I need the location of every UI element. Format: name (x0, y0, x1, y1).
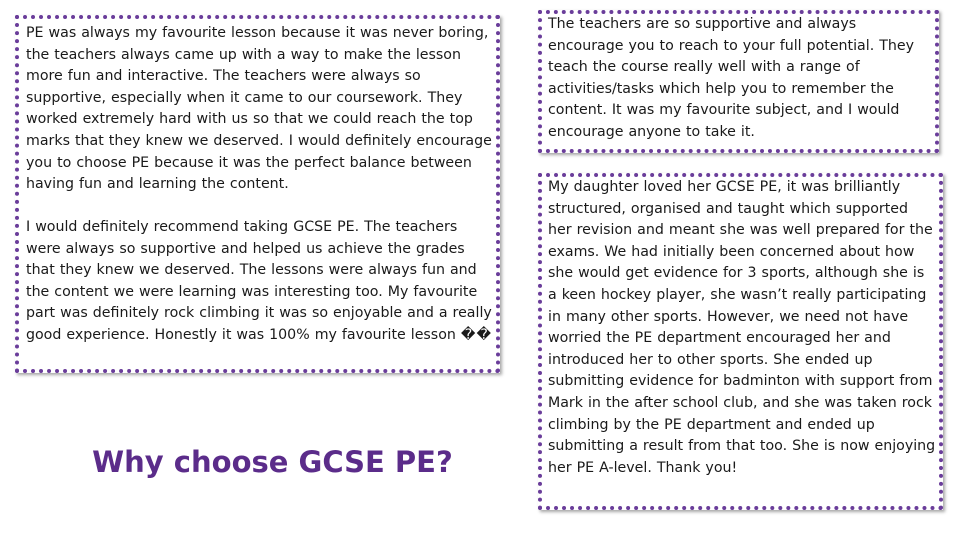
unrendered-emoji-glyphs: �� (460, 326, 492, 343)
page-heading: Why choose GCSE PE? (92, 445, 453, 479)
testimonial-parent: My daughter loved her GCSE PE, it was brilliantly structured, organised and taught which supported her revision and meant she was well prepared for the exams. We had initially been concerned about how she would get evidence for 3 sports, although she is a keen hockey player, she wasn’t really participating in many other sports. However, we need not have worried the PE department encouraged her and introduced her to other sports. She ended up submitting evidence for badminton with support from Mark in the after school club, and she was taken rock climbing by the PE department and ended up submitting a result from that too. She is now enjoying her PE A-level. Thank you! (548, 179, 936, 476)
testimonial-student-3: The teachers are so supportive and always encourage you to reach to your full potential. They teach the course really well with a range of activities/tasks which help you to remember the content. It was my favourite subject, and I would encourage anyone to take it. (548, 16, 914, 140)
testimonial-student-1: PE was always my favourite lesson because it was never boring, the teachers always came up with a way to make the lesson more fun and interactive. The teachers were always so supportive, especially when it came to our coursework. They worked extremely hard with us so that we could reach the top marks that they knew we deserved. I would definitely encourage you to choose PE because it was the perfect balance between having fun and learning the content. (26, 25, 492, 193)
testimonial-student-2-text: I would definitely recommend taking GCSE PE. The teachers were always so supportive and helped us achieve the grades that they knew we deserved. The lessons were always fun and the content we were learning was interesting too. My favourite part was definitely rock climbing it was so enjoyable and a really good experience. Honestly it was 100% my favourite lesson (26, 219, 492, 343)
testimonial-student-2 (26, 217, 496, 347)
